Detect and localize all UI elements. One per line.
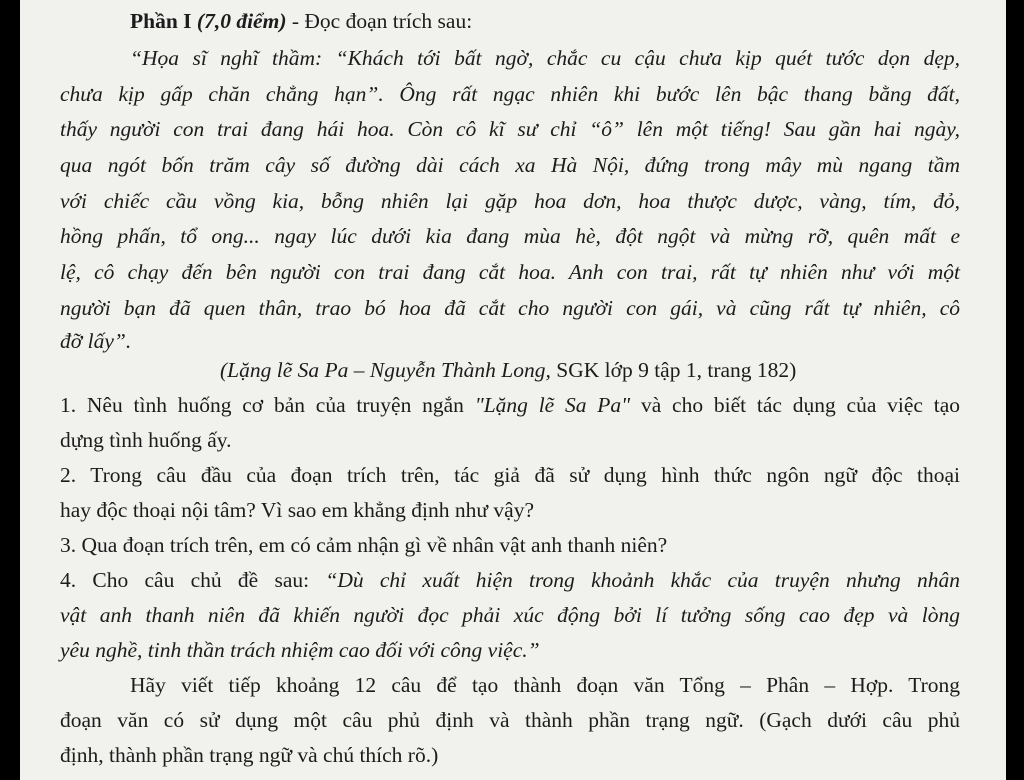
question-1-line: dựng tình huống ấy. [60, 428, 232, 452]
question-4-text: 4. Cho câu chủ đề sau: [60, 568, 326, 592]
question-2-line: 2. Trong câu đầu của đoạn trích trên, tác giả đã sử dụng hình thức ngôn ngữ độc thoại [60, 463, 960, 487]
question-1-line [60, 387, 960, 423]
question-4-line [60, 562, 960, 598]
question-4-line: đoạn văn có sử dụng một câu phủ định và thành phần trạng ngữ. (Gạch dưới câu phủ [60, 708, 960, 732]
excerpt-line: “Họa sĩ nghĩ thầm: “Khách tới bất ngờ, chắc cu cậu chưa kịp quét tước dọn dẹp, [130, 46, 960, 70]
excerpt-line: đỡ lấy”. [60, 329, 132, 353]
excerpt-line: thấy người con trai đang hái hoa. Còn cô kĩ sư chỉ “ô” lên một tiếng! Sau gần hai ngày, [60, 117, 960, 141]
document-page [20, 0, 1006, 780]
story-title: "Lặng lẽ Sa Pa" [474, 393, 631, 417]
excerpt-line: qua ngót bốn trăm cây số đường dài cách xa Hà Nội, đứng trong mây mù ngang tầm [60, 153, 960, 177]
excerpt-source [220, 352, 960, 388]
question-1-text-end: và cho biết tác dụng của việc tạo [630, 393, 960, 417]
question-3-line: 3. Qua đoạn trích trên, em có cảm nhận gì về nhân vật anh thanh niên? [60, 533, 668, 557]
excerpt-line: hồng phấn, tổ ong... ngay lúc dưới kia đang mùa hè, đột ngột và mừng rỡ, quên mất e [60, 224, 960, 248]
excerpt-line: chưa kịp gấp chăn chẳng hạn”. Ông rất ngạc nhiên khi bước lên bậc thang bằng đất, [60, 82, 960, 106]
part-label: Phần I [130, 9, 192, 33]
points-label: (7,0 điểm) [196, 9, 287, 33]
section-heading [130, 3, 1006, 39]
question-1-text: 1. Nêu tình huống cơ bản của truyện ngắn [60, 393, 475, 417]
question-4-line: định, thành phần trạng ngữ và chú thích rõ.) [60, 743, 439, 767]
question-4-line: yêu nghề, tinh thần trách nhiệm cao đối với công việc.” [60, 638, 540, 662]
question-4-line: vật anh thanh niên đã khiến người đọc phải xúc động bởi lí tưởng sống cao đẹp và lòng [60, 603, 960, 627]
excerpt-line: lệ, cô chạy đến bên người con trai đang cắt hoa. Anh con trai, rất tự nhiên như với một [60, 260, 960, 284]
source-reference: SGK lớp 9 tập 1, trang 182) [550, 358, 797, 382]
excerpt-line: với chiếc cầu vồng kia, bỗng nhiên lại gặp hoa dơn, hoa thược dược, vàng, tím, đỏ, [60, 189, 960, 213]
question-2-line: hay độc thoại nội tâm? Vì sao em khẳng định như vậy? [60, 498, 534, 522]
source-title: (Lặng lẽ Sa Pa – Nguyễn Thành Long, [220, 358, 551, 382]
instruction-text: - Đọc đoạn trích sau: [286, 9, 473, 33]
topic-sentence: “Dù chỉ xuất hiện trong khoảnh khắc của truyện nhưng nhân [325, 568, 960, 592]
question-4-line: Hãy viết tiếp khoảng 12 câu để tạo thành đoạn văn Tổng – Phân – Hợp. Trong [130, 673, 960, 697]
excerpt-line: người bạn đã quen thân, trao bó hoa đã cắt cho người con gái, và cũng rất tự nhiên, cô [60, 296, 960, 320]
